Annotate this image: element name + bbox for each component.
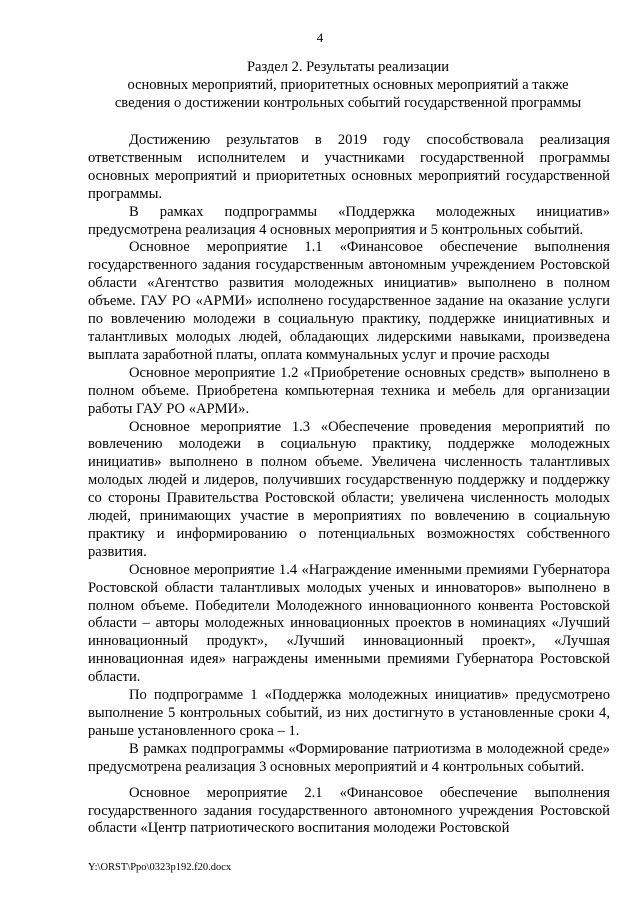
paragraph: Основное мероприятие 1.3 «Обеспечение проведения мероприятий по вовлечению молодежи в социальную практику, поддержке молодежных инициатив» выполнено в полном объеме. Увеличена численность талантливых молодых людей и лидеров, получивших государственную поддержку и поддержку со стороны Правительства Ростовской области; увеличена численность молодых людей, принимающих участие в мероприятиях по вовлечению в социальную практику и информированию о потенциальных возможностях собственного развития.	[88, 418, 610, 560]
paragraph: Достижению результатов в 2019 году способствовала реализация ответственным исполнителем и участниками государственной программы основных мероприятий и приоритетных основных мероприятий государственной программы.	[88, 132, 610, 202]
paragraph: Основное мероприятие 2.1 «Финансовое обеспечение выполнения государственного задания государственного автономного учреждения Ростовской области «Центр патриотического воспитания молодежи Ростовской	[88, 784, 610, 837]
page-number: 4	[316, 30, 324, 45]
paragraph: Основное мероприятие 1.4 «Награждение именными премиями Губернатора Ростовской области талантливых молодых ученых и инноваторов» выполнено в полном объеме. Победители Молодежного инновационного конвента Ростовской области – авторы молодежных инновационных проектов в номинациях «Лучший инновационный продукт», «Лучший инновационный проект», «Лучшая инновационная идея» награждены именными премиями Губернатора Ростовской области.	[88, 561, 610, 686]
paragraph: Основное мероприятие 1.1 «Финансовое обеспечение выполнения государственного задания государственным автономным учреждением Ростовской области «Агентство развития молодежных инициатив» выполнено в полном объеме. ГАУ РО «АРМИ» исполнено государственное задание на оказание услуги по вовлечению молодежи в социальную практику, поддержке инициативных и талантливых молодых людей, обладающих лидерскими навыками, произведена выплата заработной платы, оплата коммунальных услуг и прочие расходы	[88, 239, 610, 363]
document-body	[88, 132, 610, 838]
paragraph: В рамках подпрограммы «Поддержка молодежных инициатив» предусмотрена реализация 4 основных мероприятия и 5 контрольных событий.	[88, 203, 610, 238]
section-heading	[88, 58, 608, 112]
section-subtitle-line-2: сведения о достижении контрольных событий государственной программы	[114, 95, 582, 111]
file-path-footer: Y:\ORST\Ppo\0323p192.f20.docx	[88, 862, 232, 873]
paragraph: Основное мероприятие 1.2 «Приобретение основных средств» выполнено в полном объеме. Приобретена компьютерная техника и мебель для организации работы ГАУ РО «АРМИ».	[88, 364, 610, 417]
section-title: Раздел 2. Результаты реализации	[246, 59, 450, 75]
paragraph: В рамках подпрограммы «Формирование патриотизма в молодежной среде» предусмотрена реализация 3 основных мероприятий и 4 контрольных событий.	[88, 740, 610, 775]
section-subtitle-line-1: основных мероприятий, приоритетных основных мероприятий а также	[127, 77, 569, 93]
paragraph: По подпрограмме 1 «Поддержка молодежных инициатив» предусмотрено выполнение 5 контрольных событий, из них достигнуто в установленные сроки 4, раньше установленного срока – 1.	[88, 687, 610, 739]
